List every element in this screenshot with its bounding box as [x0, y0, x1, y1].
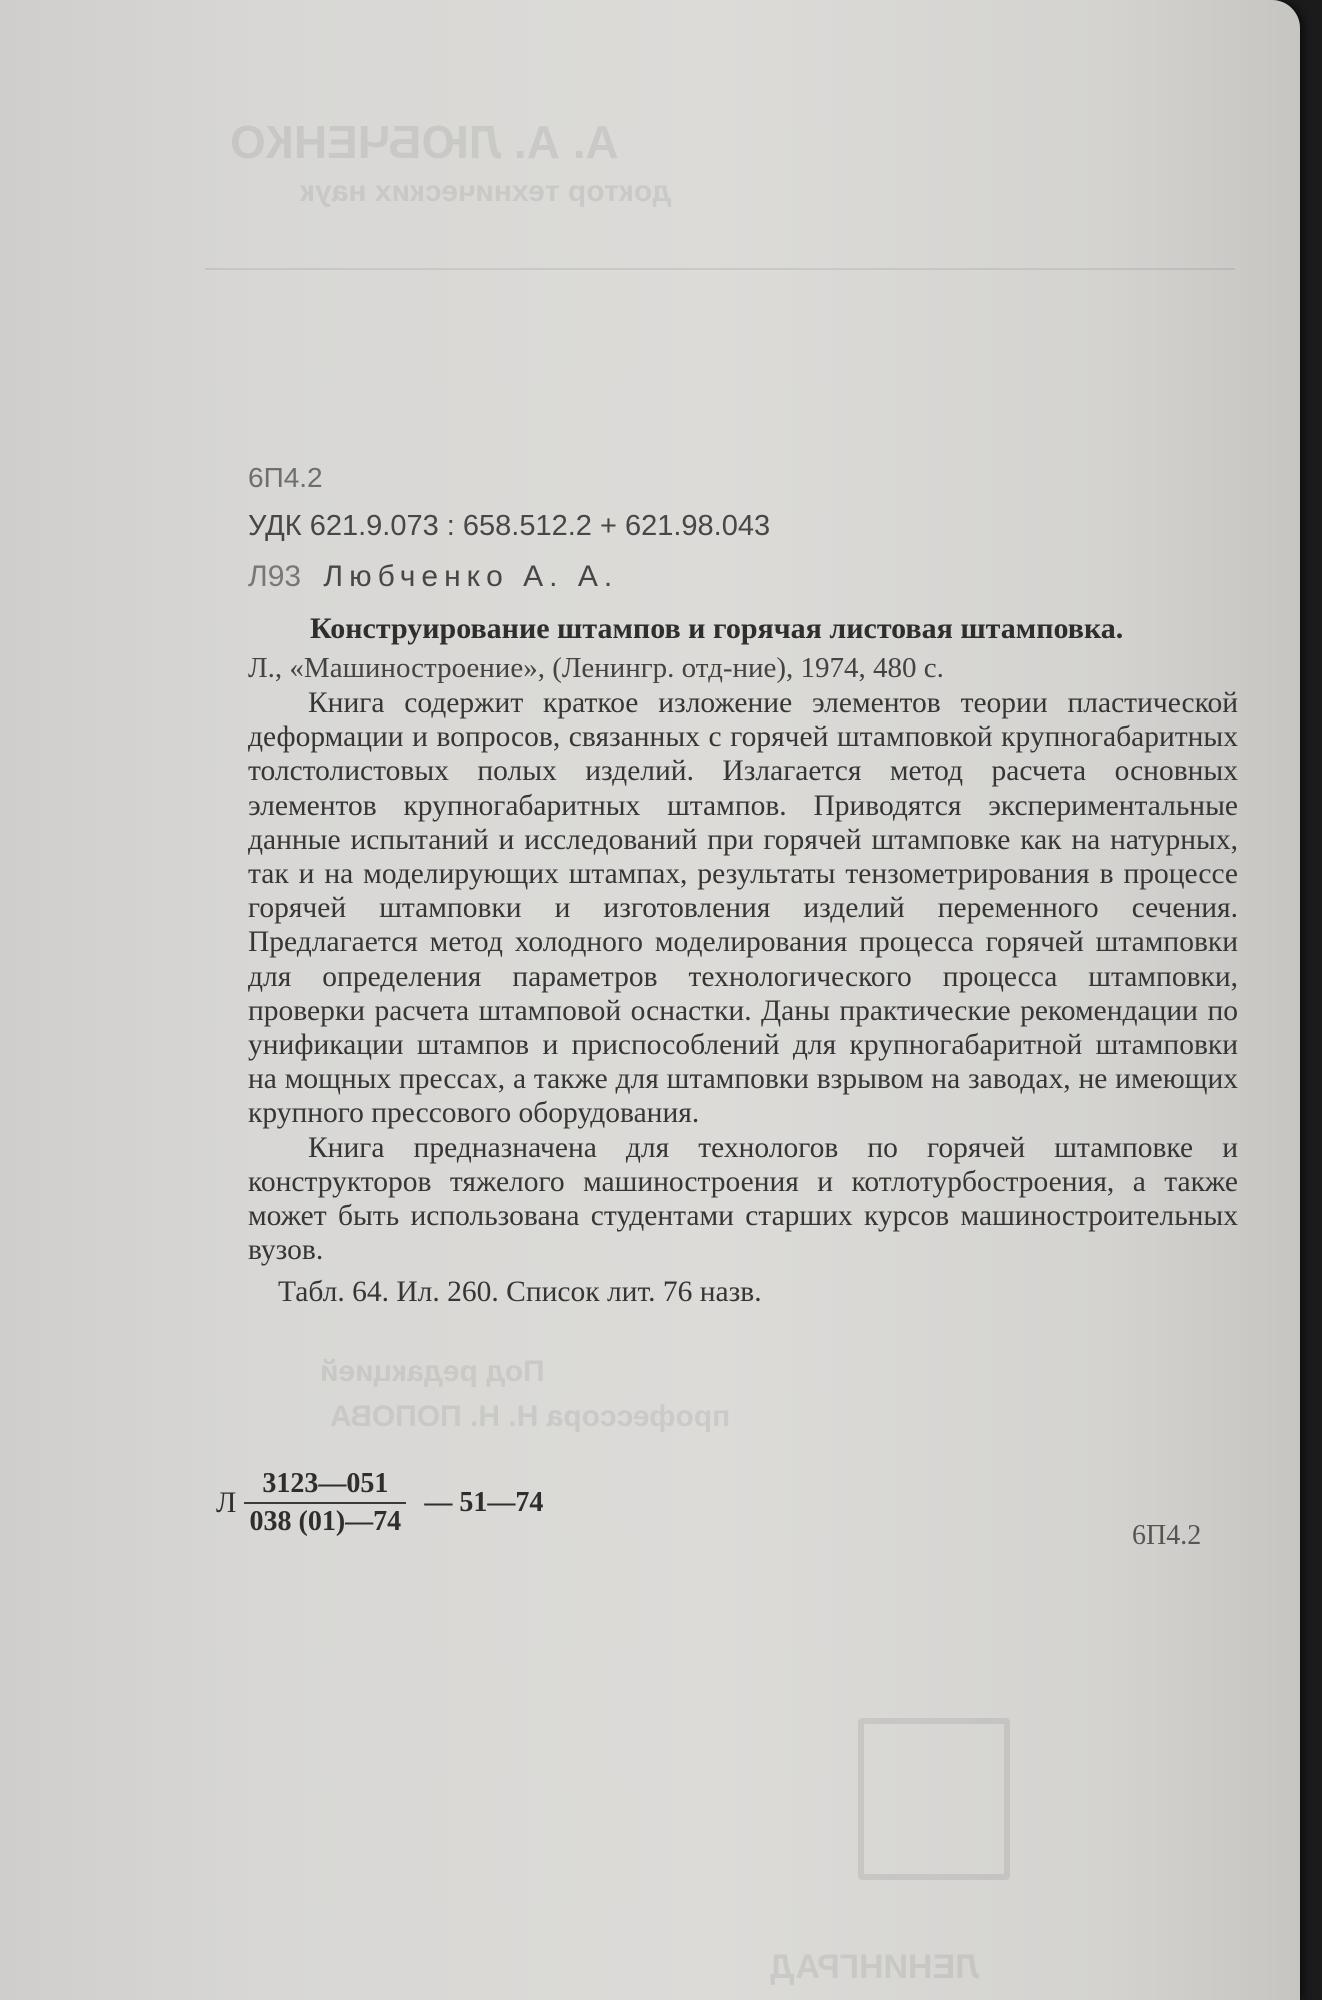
publisher-logo-bleed [858, 1718, 1010, 1880]
bleed-through-rule [205, 268, 1235, 270]
publication-index [216, 1468, 543, 1538]
abstract-paragraph: Книга содержит краткое изложение элементов теории пластической деформации и вопросов, связанных с горячей штамповкой крупногабаритных толстолистовых полых изделий. Излагается метод расчета основных элементов крупногабаритных штампов. Приводятся экспериментальные данные испытаний и исследований при горячей штамповке как на натурных, так и на моделирующих штампах, результаты тензометрирования в процессе горячей штамповки и изготовления изделий переменного сечения. Предлагается метод холодного моделирования процесса горячей штамповки для определения параметров технологического процесса штамповки, проверки расчета штамповой оснастки. Даны практические рекомендации по унификации штампов и приспособлений для крупногабаритной штамповки на мощных прессах, а также для штамповки взрывом на заводах, не имеющих крупного прессового оборудования. [248, 687, 1238, 1130]
book-abstract [248, 686, 1238, 1310]
bleed-through-text: ЛЕНИНГРАД [770, 1948, 980, 1986]
book-imprint: Л., «Машиностроение», (Ленингр. отд-ние), 1974, 480 с. [248, 652, 944, 684]
book-title: Конструирование штампов и горячая листовая штамповка. [310, 612, 1124, 645]
index-numerator: 3123—051 [244, 1468, 406, 1504]
index-tail: — 51—74 [424, 1487, 544, 1518]
classification-code: 6П4.2 [248, 462, 323, 493]
classification-code-repeat: 6П4.2 [1132, 1520, 1202, 1551]
author-line [248, 560, 618, 594]
udk-index: УДК 621.9.073 : 658.512.2 + 621.98.043 [248, 510, 771, 542]
bleed-through-text: Под редакцией [320, 1355, 545, 1388]
abstract-paragraph: Книга предназначена для технологов по горячей штамповке и конструкторов тяжелого машиностроения и котлотурбостроения, а также может быть использована студентами старших курсов машиностроительных вузов. [248, 1131, 1238, 1267]
index-fraction [244, 1468, 406, 1538]
author-code: Л93 [248, 560, 302, 593]
bleed-through-text: профессора Н. Н. ПОПОВА [330, 1400, 731, 1433]
index-denominator: 038 (01)—74 [249, 1506, 402, 1537]
bleed-through-text: А. А. ЛЮБЧЕНКО [230, 116, 619, 168]
index-letter: Л [216, 1486, 237, 1519]
author-name: Любченко А. А. [323, 560, 619, 593]
bleed-through-text: доктор технических наук [300, 175, 672, 208]
abstract-stats: Табл. 64. Ил. 260. Список лит. 76 назв. [278, 1276, 762, 1309]
